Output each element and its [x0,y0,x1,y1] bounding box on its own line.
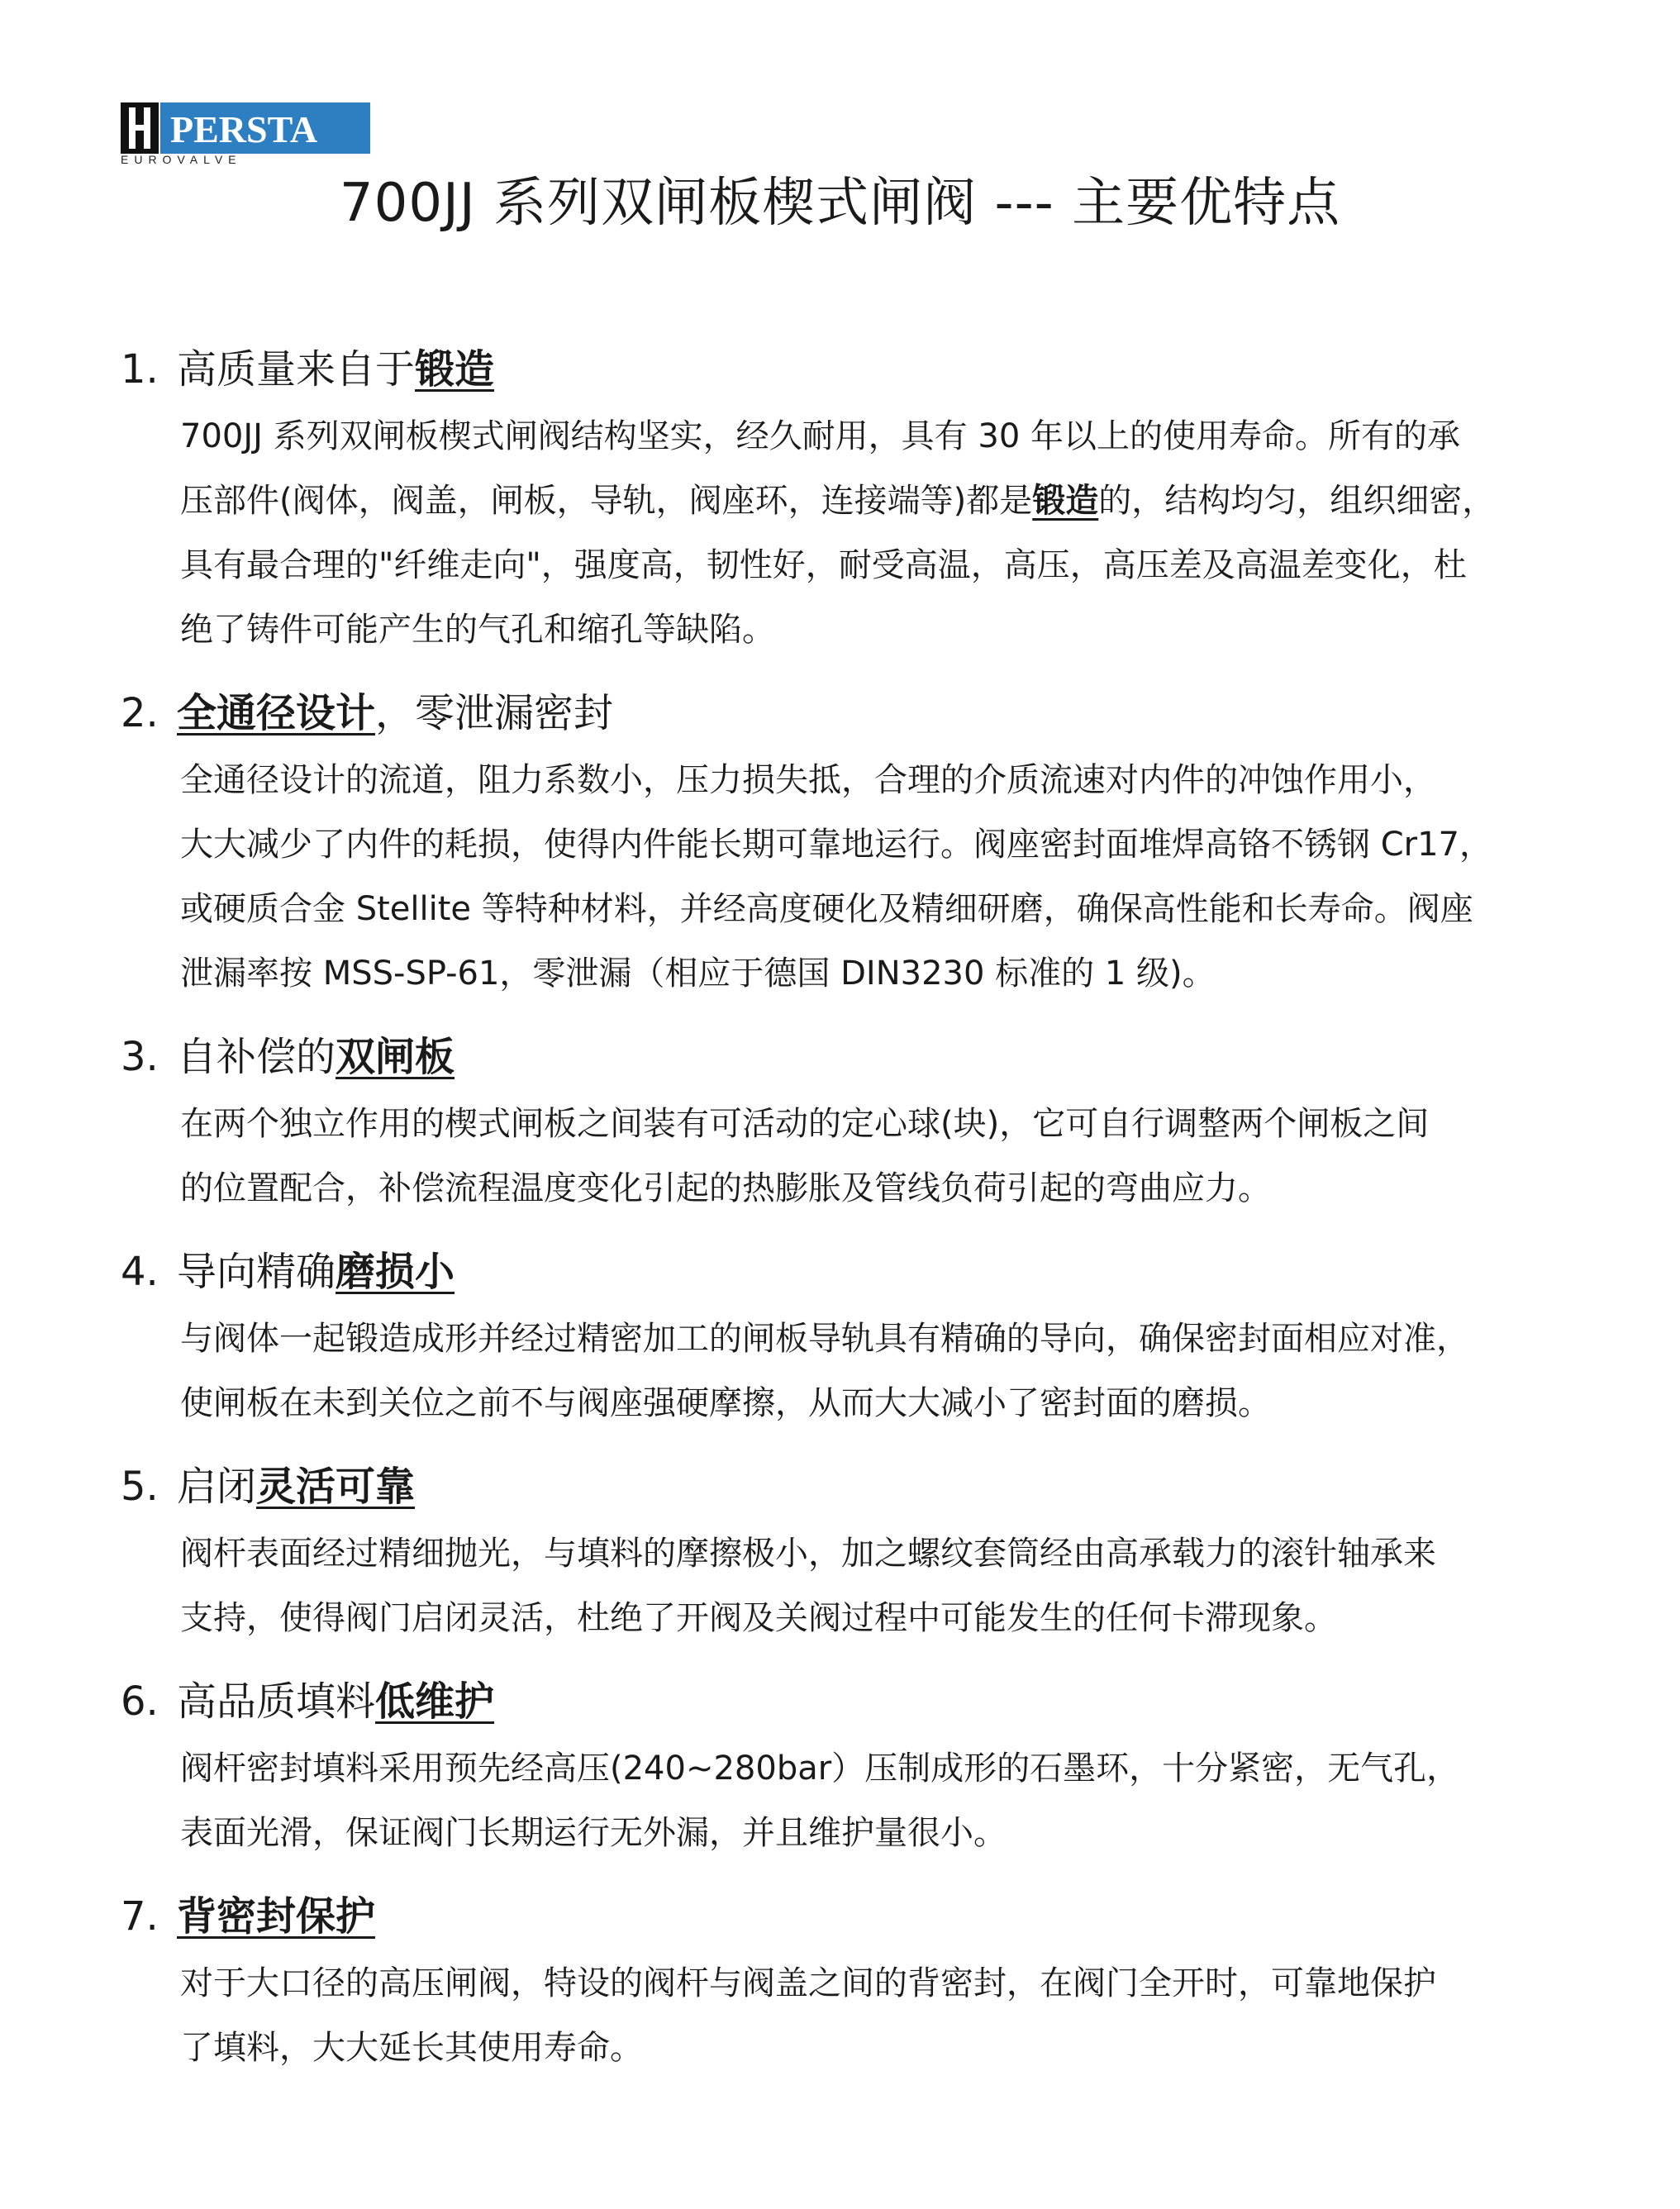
feature-list [121,335,1575,2097]
feature-heading-suffix: ，零泄漏密封 [375,690,614,736]
description-text: 阀杆表面经过精细抛光，与填料的摩擦极小，加之螺纹套筒经由高承载力的滚针轴承来 [180,1535,1436,1573]
feature-keyword: 双闸板 [336,1034,455,1080]
feature-description [180,1736,1575,1865]
description-line [180,1736,1575,1801]
section-spacer [121,1006,1575,1022]
feature-heading-text: 自补偿的 [177,1034,336,1080]
feature-section [121,1882,1575,2097]
description-text: 了填料，大大延长其使用寿命。 [180,2029,643,2067]
feature-heading-text: 高质量来自于 [177,346,416,393]
feature-number: 4. [121,1249,159,1295]
feature-section [121,1022,1575,1237]
feature-heading [121,1022,1575,1092]
description-line [180,812,1575,877]
section-spacer [121,2080,1575,2097]
description-line [180,1521,1575,1586]
description-text: 阀杆密封填料采用预先经高压(240~280bar）压制成形的石墨环，十分紧密，无气孔， [180,1750,1460,1788]
feature-description [180,1092,1575,1221]
description-text: 大大减少了内件的耗损，使得内件能长期可靠地运行。阀座密封面堆焊高铬不锈钢 Cr17， [180,826,1492,864]
description-keyword: 锻造 [1032,482,1099,520]
description-line [180,2016,1575,2080]
feature-section [121,1452,1575,1667]
feature-heading [121,1667,1575,1736]
description-text: 绝了铸件可能产生的气孔和缩孔等缺陷。 [180,611,775,649]
section-spacer [121,662,1575,678]
description-text: 对于大口径的高压闸阀，特设的阀杆与阀盖之间的背密封，在阀门全开时，可靠地保护 [180,1964,1436,2002]
feature-section [121,1237,1575,1452]
description-line [180,404,1575,469]
logo-brand-text: PERSTA [170,108,318,150]
description-text: 使闸板在未到关位之前不与阀座强硬摩擦，从而大大减小了密封面的磨损。 [180,1384,1271,1422]
description-text: 支持，使得阀门启闭灵活，杜绝了开阀及关阀过程中可能发生的任何卡滞现象。 [180,1599,1337,1637]
description-line [180,1951,1575,2016]
description-text: 全通径设计的流道，阻力系数小，压力损失抵，合理的介质流速对内件的冲蚀作用小， [180,761,1436,799]
feature-description [180,1521,1575,1650]
feature-heading [121,678,1575,748]
feature-number: 3. [121,1034,159,1080]
description-text: 表面光滑，保证阀门长期运行无外漏，并且维护量很小。 [180,1814,1007,1852]
feature-heading [121,1237,1575,1307]
feature-number: 5. [121,1464,159,1510]
description-line [180,1586,1575,1650]
section-spacer [121,1435,1575,1452]
description-line [180,877,1575,941]
description-line [180,1156,1575,1221]
description-line [180,941,1575,1006]
feature-number: 6. [121,1678,159,1725]
description-line [180,1307,1575,1371]
description-text: 的，结构均匀，组织细密， [1098,482,1496,520]
description-text: 700JJ 系列双闸板楔式闸阀结构坚实，经久耐用，具有 30 年以上的使用寿命。所有的承 [180,417,1460,455]
description-line [180,597,1575,662]
feature-keyword: 灵活可靠 [256,1464,416,1510]
feature-heading-text: 启闭 [177,1464,257,1510]
persta-logo [121,102,370,165]
description-text: 的位置配合，补偿流程温度变化引起的热膨胀及管线负荷引起的弯曲应力。 [180,1169,1271,1207]
feature-heading [121,1882,1575,1951]
feature-keyword: 全通径设计 [177,690,376,736]
section-spacer [121,1221,1575,1237]
feature-number: 7. [121,1893,159,1940]
description-line [180,748,1575,812]
feature-section [121,1667,1575,1882]
description-text: 具有最合理的"纤维走向"，强度高，韧性好，耐受高温，高压，高压差及高温差变化，杜 [180,546,1467,584]
description-line [180,533,1575,597]
description-line [180,1801,1575,1865]
description-line [180,1092,1575,1156]
feature-section [121,678,1575,1022]
feature-description [180,1951,1575,2080]
description-text: 在两个独立作用的楔式闸板之间装有可活动的定心球(块)，它可自行调整两个闸板之间 [180,1105,1430,1143]
description-text: 或硬质合金 Stellite 等特种材料，并经高度硬化及精细研磨，确保高性能和长寿命。阀座 [180,890,1473,928]
description-text: 泄漏率按 MSS-SP-61，零泄漏（相应于德国 DIN3230 标准的 1 级)。 [180,955,1216,993]
feature-keyword: 锻造 [415,346,495,393]
feature-heading-text: 导向精确 [177,1249,336,1295]
feature-heading [121,1452,1575,1521]
feature-keyword: 磨损小 [336,1249,455,1295]
description-text: 压部件(阀体，阀盖，闸板，导轨，阀座环，连接端等)都是 [180,482,1033,520]
section-spacer [121,1865,1575,1882]
feature-heading [121,335,1575,404]
description-text: 与阀体一起锻造成形并经过精密加工的闸板导轨具有精确的导向，确保密封面相应对准， [180,1320,1469,1358]
description-line [180,469,1575,533]
feature-keyword: 低维护 [375,1678,495,1725]
description-line [180,1371,1575,1435]
feature-description [180,404,1575,662]
feature-number: 1. [121,346,159,393]
feature-number: 2. [121,690,159,736]
feature-description [180,1307,1575,1435]
feature-description [180,748,1575,1006]
feature-section [121,335,1575,678]
section-spacer [121,1650,1575,1667]
feature-heading-text: 高品质填料 [177,1678,376,1725]
feature-keyword: 背密封保护 [177,1893,376,1940]
page-title: 700JJ 系列双闸板楔式闸阀 --- 主要优特点 [339,173,1341,234]
logo-sub-text: EUROVALVE [121,153,242,165]
